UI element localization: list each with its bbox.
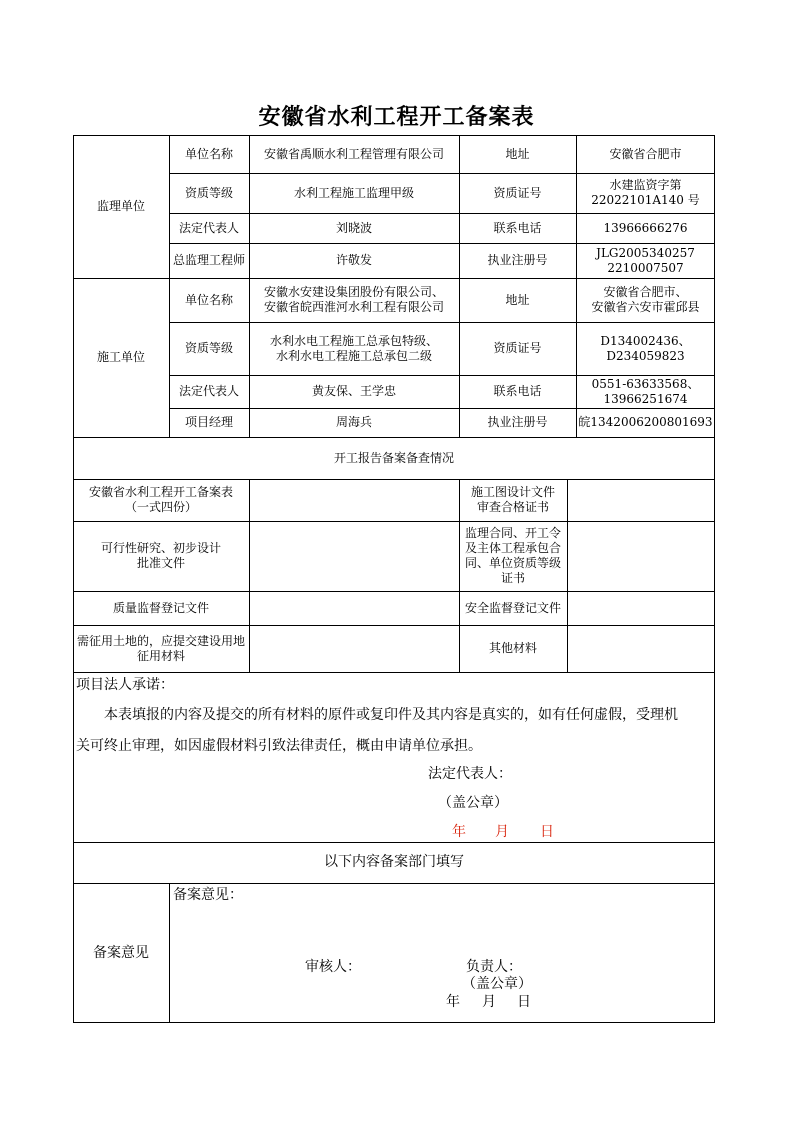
document-item-label: 施工图设计文件 审查合格证书	[470, 485, 555, 514]
supervision-value: 刘晓波	[335, 220, 372, 235]
date-month: 月	[482, 994, 496, 1010]
supervision-section-label: 监理单位	[96, 199, 145, 213]
document-item-label: 需征用土地的，应提交建设用地 征用材料	[76, 633, 245, 663]
supervision-label: 总监理工程师	[172, 253, 245, 267]
seal-label: （盖公章）	[462, 976, 532, 992]
date-year: 年	[452, 824, 466, 840]
divider	[567, 479, 568, 672]
supervision-label: 单位名称	[184, 146, 233, 161]
construction-section-label: 施工单位	[96, 350, 145, 364]
supervision-value: 13966666276	[603, 220, 688, 235]
construction-value: 安徽省合肥市、 安徽省六安市霍邱县	[591, 285, 700, 314]
document-item-label: 安徽省水利工程开工备案表 （一式四份）	[88, 485, 233, 514]
construction-value: 黄友保、王学忠	[311, 384, 396, 398]
construction-label: 单位名称	[184, 292, 233, 307]
construction-label: 资质等级	[184, 341, 233, 355]
construction-label: 法定代表人	[178, 384, 239, 398]
commitment-heading: 项目法人承诺：	[76, 677, 174, 693]
construction-value: 周海兵	[335, 415, 372, 429]
date-day: 日	[540, 824, 554, 840]
construction-label: 项目经理	[184, 415, 233, 429]
document-item-label: 可行性研究、初步设计 批准文件	[100, 541, 221, 570]
divider	[169, 883, 170, 1023]
construction-label: 资质证号	[493, 341, 542, 355]
construction-value: D134002436、 D234059823	[600, 333, 691, 363]
commitment-text: 本表填报的内容及提交的所有材料的原件或复印件及其内容是真实的，如有任何虚假，受理机	[104, 707, 678, 723]
filing-section-label: 备案意见	[93, 944, 149, 961]
construction-label: 地址	[505, 292, 530, 307]
construction-label: 执业注册号	[487, 415, 548, 429]
supervision-value: 安徽省禹顺水利工程管理有限公司	[263, 146, 444, 161]
construction-value: 0551-63633568、 13966251674	[591, 376, 700, 406]
construction-value: 皖1342006200801693	[578, 415, 713, 429]
supervision-label: 地址	[505, 146, 530, 161]
construction-value: 安徽水安建设集团股份有限公司、 安徽省皖西淮河水利工程有限公司	[263, 285, 444, 314]
document-item-label: 质量监督登记文件	[112, 600, 209, 615]
supervision-label: 资质证号	[493, 185, 542, 200]
supervision-value: JLG2005340257 2210007507	[596, 245, 695, 275]
seal-label: （盖公章）	[438, 795, 508, 811]
document-item-label: 其他材料	[488, 641, 537, 655]
document-item-label: 监理合同、开工令 及主体工程承包合 同、单位资质等级 证书	[464, 526, 561, 585]
report-check-header: 开工报告备案备查情况	[333, 450, 454, 465]
construction-value: 水利水电工程施工总承包特级、 水利水电工程施工总承包二级	[269, 333, 438, 363]
supervision-value: 水利工程施工监理甲级	[293, 185, 414, 200]
commitment-text: 关可终止审理，如因虚假材料引致法律责任，概由申请单位承担。	[76, 738, 482, 754]
document-item-label: 安全监督登记文件	[464, 600, 561, 615]
page-title: 安徽省水利工程开工备案表	[258, 105, 535, 130]
construction-label: 联系电话	[493, 384, 542, 398]
date-month: 月	[495, 824, 509, 840]
supervision-label: 法定代表人	[178, 220, 239, 235]
supervision-label: 联系电话	[493, 220, 542, 235]
supervision-value: 许敬发	[335, 253, 372, 267]
opinion-label: 备案意见：	[173, 887, 243, 903]
supervision-label: 执业注册号	[487, 253, 548, 267]
filing-header: 以下内容备案部门填写	[324, 854, 464, 870]
divider	[73, 672, 715, 673]
supervision-value: 水建监资字第 22022101A140 号	[591, 178, 700, 207]
supervision-value: 安徽省合肥市	[609, 146, 682, 161]
divider	[249, 479, 250, 672]
supervision-label: 资质等级	[184, 185, 233, 200]
date-day: 日	[517, 994, 531, 1010]
responsible-label: 负责人：	[466, 959, 522, 975]
reviewer-label: 审核人：	[305, 959, 361, 975]
date-year: 年	[446, 994, 460, 1010]
signer-label: 法定代表人：	[428, 766, 512, 782]
